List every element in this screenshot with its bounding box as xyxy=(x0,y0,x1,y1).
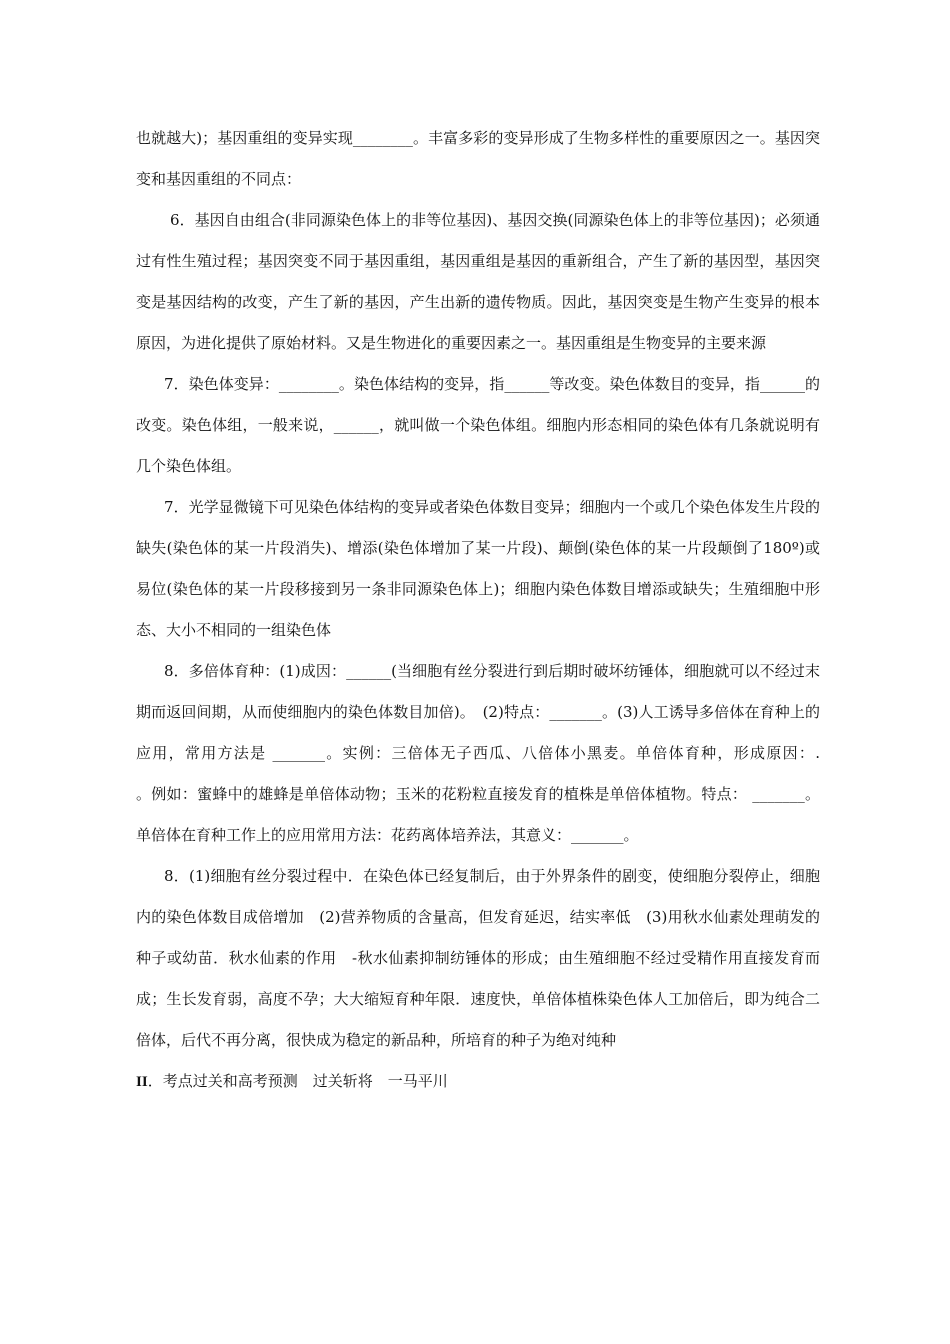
paragraph-gene-recombination-intro: 也就越大)；基因重组的变异实现________。丰富多彩的变异形成了生物多样性的重要原因之一。基因突变和基因重组的不同点： xyxy=(136,129,820,188)
paragraph-question-7: 7．染色体变异：________。染色体结构的变异，指______等改变。染色体数目的变异，指______的改变。染色体组，一般来说，______，就叫做一个染色体组。细胞内形态相同的染色体有几条就说明有几个染色体组。 xyxy=(136,375,820,475)
paragraph-answer-8: 8．(1)细胞有丝分裂过程中．在染色体已经复制后，由于外界条件的剧变，使细胞分裂停止，细胞内的染色体数目成倍增加 (2)营养物质的含量高，但发育延迟，结实率低 (3)用秋水仙素处理萌发的种子或幼苗．秋水仙素的作用 -秋水仙素抑制纺锤体的形成；由生殖细胞不经过受精作用直接发育而成；生长发育弱，高度不孕；大大缩短育种年限．速度快，单倍体植株染色体人工加倍后，即为纯合二倍体，后代不再分离，很快成为稳定的新品种，所培育的种子为绝对纯种 xyxy=(136,867,820,1049)
section-title: ．考点过关和高考预测 过关斩将 一马平川 xyxy=(147,1072,448,1090)
paragraph-question-8: 8．多倍体育种：(1)成因：______(当细胞有丝分裂进行到后期时破坏纺锤体，细胞就可以不经过末期而返回间期，从而使细胞内的染色体数目加倍)。 (2)特点：_______。(3)人工诱导多倍体在育种上的应用，常用方法是 _______。实例：三倍体无子西瓜、八倍体小黑麦。单倍体育种，形成原因：. 。例如：蜜蜂中的雄蜂是单倍体动物；玉米的花粉粒直接发育的植株是单倍体植物。特点： _______。单倍体在育种工作上的应用常用方法：花药离体培养法，其意义：_______。 xyxy=(136,662,866,844)
section-heading xyxy=(136,1061,820,1103)
document-page xyxy=(136,118,866,1103)
section-numeral: II xyxy=(136,1074,148,1090)
paragraph-answer-6: 6．基因自由组合(非同源染色体上的非等位基因)、基因交换(同源染色体上的非等位基因)；必须通过有性生殖过程；基因突变不同于基因重组，基因重组是基因的重新组合，产生了新的基因型，基因突变是基因结构的改变，产生了新的基因，产生出新的遗传物质。因此，基因突变是生物产生变异的根本原因，为进化提供了原始材料。又是生物进化的重要因素之一。基因重组是生物变异的主要来源 xyxy=(136,211,820,352)
paragraph-answer-7: 7．光学显微镜下可见染色体结构的变异或者染色体数目变异；细胞内一个或几个染色体发生片段的缺失(染色体的某一片段消失)、增添(染色体增加了某一片段)、颠倒(染色体的某一片段颠倒了180º)或易位(染色体的某一片段移接到另一条非同源染色体上)；细胞内染色体数目增添或缺失；生殖细胞中形态、大小不相同的一组染色体 xyxy=(136,498,820,639)
